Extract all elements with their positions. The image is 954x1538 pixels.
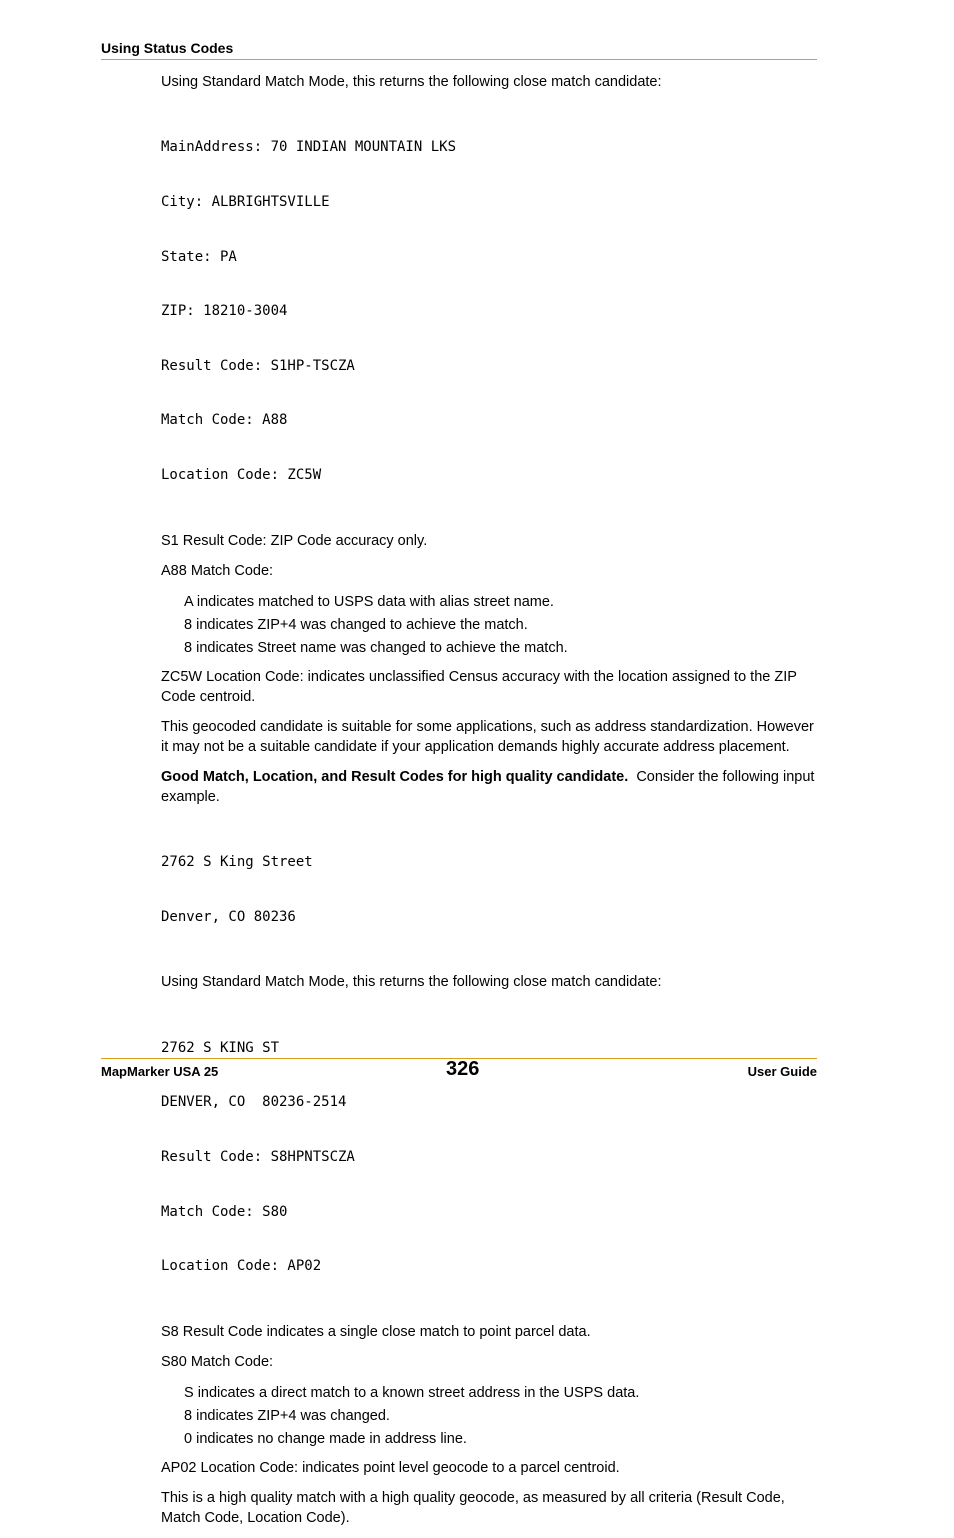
header-rule <box>101 59 817 60</box>
list-s80-details <box>161 1382 817 1451</box>
paragraph-good-match <box>161 767 817 807</box>
paragraph-suitability: This geocoded candidate is suitable for some applications, such as address standardization. However it may not be a suitable candidate if your application demands highly accurate address placement. <box>161 718 814 755</box>
code-line: Location Code: AP02 <box>161 1258 322 1275</box>
code-line: DENVER, CO 80236-2514 <box>161 1094 347 1111</box>
paragraph-a88-match-code: A88 Match Code: <box>161 562 274 579</box>
code-line: Match Code: A88 <box>161 412 288 429</box>
code-line: ZIP: 18210-3004 <box>161 303 288 320</box>
list-a88-details <box>161 591 817 660</box>
page-header-title: Using Status Codes <box>101 40 234 56</box>
paragraph-s1-result-code: S1 Result Code: ZIP Code accuracy only. <box>161 532 428 549</box>
main-content <box>161 72 817 1538</box>
code-line: Match Code: S80 <box>161 1203 288 1220</box>
paragraph-standard-mode-2: Using Standard Match Mode, this returns the following close match candidate: <box>161 974 662 991</box>
code-line: Denver, CO 80236 <box>161 908 296 925</box>
list-item: S indicates a direct match to a known street address in the USPS data. <box>184 1384 640 1401</box>
list-item: 0 indicates no change made in address line. <box>184 1430 467 1447</box>
list-item: 8 indicates ZIP+4 was changed to achieve the match. <box>184 616 528 633</box>
code-block-candidate-1 <box>161 102 817 521</box>
code-line: State: PA <box>161 248 237 265</box>
code-line: MainAddress: 70 INDIAN MOUNTAIN LKS <box>161 139 457 156</box>
code-line: 2762 S KING ST <box>161 1039 280 1056</box>
code-line: City: ALBRIGHTSVILLE <box>161 194 330 211</box>
code-line: Location Code: ZC5W <box>161 467 322 484</box>
good-match-text: Consider the following input example. <box>161 768 815 805</box>
footer-product-name: MapMarker USA 25 <box>101 1064 219 1079</box>
code-line: Result Code: S1HP-TSCZA <box>161 357 355 374</box>
code-line: Result Code: S8HPNTSCZA <box>161 1148 355 1165</box>
good-match-heading: Good Match, Location, and Result Codes for high quality candidate. <box>161 768 629 785</box>
list-item: 8 indicates Street name was changed to achieve the match. <box>184 639 568 656</box>
paragraph-high-quality: This is a high quality match with a high quality geocode, as measured by all criteria (Result Code, Match Code, Location Code). <box>161 1489 785 1526</box>
page-number: 326 <box>446 1058 480 1080</box>
code-block-input-example <box>161 817 817 963</box>
code-line: 2762 S King Street <box>161 854 313 871</box>
paragraph-s8-result-code: S8 Result Code indicates a single close match to point parcel data. <box>161 1323 591 1340</box>
list-item: 8 indicates ZIP+4 was changed. <box>184 1407 390 1424</box>
code-block-candidate-2 <box>161 1002 817 1311</box>
paragraph-ap02-location-code: AP02 Location Code: indicates point level geocode to a parcel centroid. <box>161 1459 620 1476</box>
paragraph-s80-match-code: S80 Match Code: <box>161 1353 274 1370</box>
footer-doc-type: User Guide <box>747 1064 817 1079</box>
paragraph-standard-mode-1: Using Standard Match Mode, this returns the following close match candidate: <box>161 74 662 90</box>
list-item: A indicates matched to USPS data with alias street name. <box>184 593 554 610</box>
paragraph-zc5w-location-code: ZC5W Location Code: indicates unclassified Census accuracy with the location assigned to the ZIP Code centroid. <box>161 668 797 705</box>
